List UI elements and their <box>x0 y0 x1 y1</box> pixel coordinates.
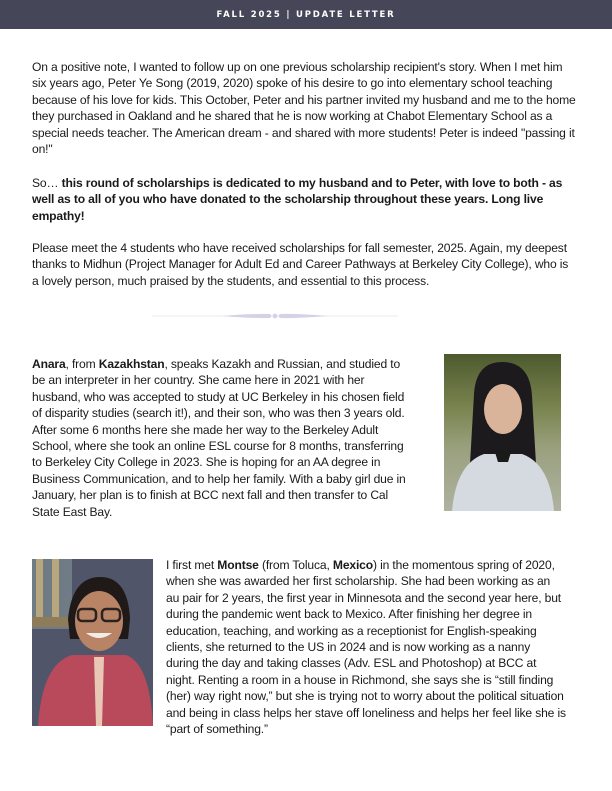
ornament-divider-icon <box>152 310 398 322</box>
bio-text: (from Toluca, <box>258 558 333 572</box>
student-bio-montse <box>166 557 566 737</box>
student-country: Kazakhstan <box>98 357 165 371</box>
bio-text: , from <box>65 357 99 371</box>
bio-text: I first met <box>166 558 218 572</box>
student-photo-anara <box>444 354 561 511</box>
page-header <box>0 0 612 29</box>
bio-text: , speaks Kazakh and Russian, and studied to be an interpreter in her country. She came here in 2021 with her husband, who was accepted to study at UC Berkeley in his chosen field of disparity studies (search it!), and their son, who was then 3 years old. After some 6 months here she made her way to the Berkeley Adult School, where she took an online ESL course for 8 months, transferring to Berkeley City College in 2023. She is hoping for an AA degree in Business Communication, and to help her family. With a baby girl due in January, her plan is to finish at BCC next fall and then transfer to Cal State East Bay. <box>32 357 406 519</box>
intro-paragraph-peter: On a positive note, I wanted to follow up on one previous scholarship recipient's story. When I met him six years ago, Peter Ye Song (2019, 2020) spoke of his desire to go into elementary school teaching because of his love for kids. This October, Peter and his partner invited my husband and me to the home they purchased in Oakland and he shared that he is now working at Chabot Elementary School as a special needs teacher. The American dream - and shared with more students! Peter is indeed "passing it on!" <box>32 60 576 157</box>
student-name: Anara <box>32 357 66 371</box>
student-name: Montse <box>217 558 259 572</box>
student-bio-anara <box>32 356 414 520</box>
bio-text: ) in the momentous spring of 2020, when she was awarded her first scholarship. She had been working as an au pair for 2 years, the first year in Minnesota and the second year here, but during the pandemic went back to Mexico. After finishing her degree in education, teaching, and working as a receptionist for English-speaking clients, she returned to the US in 2024 and is now working as a nanny during the day and taking classes (Adv. ESL and Photoshop) at BCC at night. Renting a room in a house in Richmond, she says she is “still finding (her) way right now,” but she is trying not to worry about the political situation and being in class helps her stave off loneliness and helps her feel like she is “part of something.” <box>166 558 566 737</box>
intro-paragraph-students: Please meet the 4 students who have received scholarships for fall semester, 2025. Again, my deepest thanks to Midhun (Project Manager for Adult Ed and Career Pathways at Berkeley City College), who is a lovely person, much praised by the students, and essential to this process. <box>32 241 569 288</box>
dedication-bold-text: this round of scholarships is dedicated to my husband and to Peter, with love to both - as well as to all of you who have donated to the scholarship throughout these years. Long live empathy! <box>32 176 563 223</box>
dedication-lead: So… <box>32 176 62 190</box>
dedication-paragraph <box>32 175 577 224</box>
header-title: FALL 2025 | UPDATE LETTER <box>216 9 396 20</box>
student-country: Mexico <box>332 558 373 572</box>
student-photo-montse <box>32 559 153 726</box>
